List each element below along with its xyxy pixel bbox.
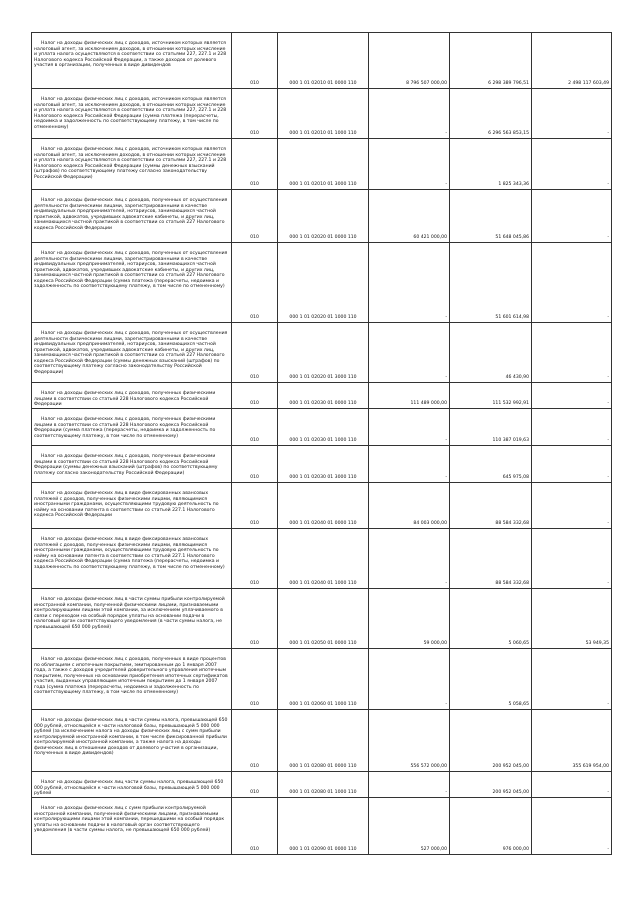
revenue-name-cell [32,446,232,483]
unexecuted-amount-cell: - [532,89,612,139]
revenue-name-cell [32,649,232,710]
table-row [32,772,612,798]
revenue-name-text: Налог на доходы физических лиц с сумм прибыли контролируемой иностранной компании, полученной физическими лицами, признаваемыми контролирующими лицами этой компании, перешедшими на особый порядок уплаты на основании подачи в налоговый орган соответствующего уведомления (в части суммы налога, не превышающей 650 000 рублей) [34,806,225,834]
revenue-classification-code-cell: 000 1 01 02010 01 0000 110 [278,33,369,89]
revenue-classification-code-cell: 000 1 01 02030 01 3000 110 [278,446,369,483]
revenue-name-cell [32,190,232,243]
unexecuted-amount-cell: - [532,798,612,855]
unexecuted-amount-cell: - [532,529,612,589]
executed-amount-cell: 51 601 614,98 [450,243,532,323]
line-code-cell: 010 [232,323,278,383]
unexecuted-amount-cell: - [532,139,612,190]
approved-budget-cell: - [369,89,450,139]
table-row [32,243,612,323]
revenue-classification-code-cell: 000 1 01 02080 01 0000 110 [278,710,369,772]
line-code-cell: 010 [232,710,278,772]
line-code-cell: 010 [232,190,278,243]
approved-budget-cell: - [369,446,450,483]
executed-amount-cell: 6 296 563 853,15 [450,89,532,139]
unexecuted-amount-cell: 53 949,35 [532,589,612,649]
revenue-name-cell [32,243,232,323]
table-row [32,798,612,855]
line-code-cell: 010 [232,383,278,409]
executed-amount-cell: 5 058,65 [450,649,532,710]
line-code-cell: 010 [232,409,278,446]
table-row [32,190,612,243]
revenue-name-cell [32,323,232,383]
approved-budget-cell: 59 000,00 [369,589,450,649]
revenue-classification-code-cell: 000 1 01 02050 01 0000 110 [278,589,369,649]
revenue-classification-code-cell: 000 1 01 02090 01 0000 110 [278,798,369,855]
revenue-name-cell [32,33,232,89]
revenue-name-cell [32,139,232,190]
approved-budget-cell: 84 003 000,00 [369,483,450,529]
table-row [32,446,612,483]
unexecuted-amount-cell: - [532,243,612,323]
approved-budget-cell: - [369,772,450,798]
approved-budget-cell: - [369,529,450,589]
unexecuted-amount-cell: - [532,772,612,798]
table-row [32,89,612,139]
table-row [32,33,612,89]
approved-budget-cell: 60 421 000,00 [369,190,450,243]
revenue-classification-code-cell: 000 1 01 02060 01 1000 110 [278,649,369,710]
table-row [32,409,612,446]
revenue-name-cell [32,798,232,855]
table-body [32,33,612,855]
revenue-classification-code-cell: 000 1 01 02080 01 1000 110 [278,772,369,798]
executed-amount-cell: 645 975,08 [450,446,532,483]
revenue-name-cell [32,589,232,649]
approved-budget-cell: - [369,139,450,190]
executed-amount-cell: 5 060,65 [450,589,532,649]
approved-budget-cell: 527 000,00 [369,798,450,855]
approved-budget-cell: - [369,409,450,446]
revenue-classification-code-cell: 000 1 01 02010 01 3000 110 [278,139,369,190]
revenue-name-cell [32,383,232,409]
line-code-cell: 010 [232,446,278,483]
revenue-execution-table [31,32,612,855]
unexecuted-amount-cell: - [532,649,612,710]
line-code-cell: 010 [232,798,278,855]
line-code-cell: 010 [232,33,278,89]
executed-amount-cell: 200 952 045,00 [450,772,532,798]
unexecuted-amount-cell: - [532,383,612,409]
revenue-name-text: Налог на доходы физических лиц с доходов, полученных в виде процентов по облигациям с ипотечным покрытием, эмитированным до 1 января 2007 года, а также с доходов учредителей доверительного управления ипотечным покрытием, полученных на основании приобретения ипотечных сертификатов участия, выданных управляющим ипотечным покрытием до 1 января 2007 года (сумма платежа (перерасчеты, недоимка и задолженность по соответствующему платежу, в том числе по отмененному) [34,657,228,696]
unexecuted-amount-cell: - [532,483,612,529]
revenue-classification-code-cell: 000 1 01 02030 01 0000 110 [278,383,369,409]
revenue-name-text: Налог на доходы физических лиц с доходов, источником которых является налоговый агент, за исключением доходов, в отношении которых исчисление и уплата налога осуществляются в соответствии со статьями 227, 227.1 и 228 Налогового кодекса Российской Федерации, а также доходов от долевого участия в организации, полученных в виде дивидендов [34,41,227,69]
line-code-cell: 010 [232,139,278,190]
line-code-cell: 010 [232,89,278,139]
executed-amount-cell: 6 298 389 796,51 [450,33,532,89]
unexecuted-amount-cell: - [532,446,612,483]
line-code-cell: 010 [232,772,278,798]
revenue-classification-code-cell: 000 1 01 02020 01 0000 110 [278,190,369,243]
revenue-name-text: Налог на доходы физических лиц части суммы налога, превышающей 650 000 рублей, относящейся к части налоговой базы, превышающей 5 000 000 рублей [34,780,224,797]
approved-budget-cell: - [369,243,450,323]
revenue-name-text: Налог на доходы физических лиц с доходов, полученных физическими лицами в соответствии со статьей 228 Налогового кодекса Российской Федерации [34,391,216,408]
unexecuted-amount-cell: 2 498 117 603,49 [532,33,612,89]
table-row [32,483,612,529]
revenue-classification-code-cell: 000 1 01 02030 01 1000 110 [278,409,369,446]
revenue-name-cell [32,483,232,529]
line-code-cell: 010 [232,529,278,589]
approved-budget-cell: - [369,323,450,383]
unexecuted-amount-cell: 355 619 954,00 [532,710,612,772]
executed-amount-cell: 976 000,00 [450,798,532,855]
revenue-name-cell [32,710,232,772]
approved-budget-cell: - [369,649,450,710]
table-row [32,710,612,772]
executed-amount-cell: 88 584 332,68 [450,483,532,529]
revenue-classification-code-cell: 000 1 01 02040 01 1000 110 [278,529,369,589]
table-row [32,529,612,589]
unexecuted-amount-cell: - [532,409,612,446]
table-row [32,323,612,383]
approved-budget-cell: 556 572 000,00 [369,710,450,772]
table-row [32,649,612,710]
revenue-classification-code-cell: 000 1 01 02010 01 1000 110 [278,89,369,139]
revenue-name-cell [32,772,232,798]
revenue-name-text: Налог на доходы физических лиц с доходов, полученных от осуществления деятельности физическими лицами, зарегистрированными в качестве индивидуальных предпринимателей, нотариусов, занимающихся частной практикой, адвокатов, учредивших адвокатские кабинеты, и других лиц, занимающихся частной практикой в соответствии со статьей 227 Налогового кодекса Российской Федерации [34,198,228,231]
revenue-name-text: Налог на доходы физических лиц с доходов, полученных от осуществления деятельности физическими лицами, зарегистрированными в качестве индивидуальных предпринимателей, нотариусов, занимающихся частной практикой, адвокатов, учредивших адвокатские кабинеты, и других лиц, занимающихся частной практикой в соответствии со статьей 227 Налогового кодекса Российской Федерации (суммы денежных взысканий (штрафов) по соответствующему платежу согласно законодательству Российской Федерации) [34,331,228,375]
executed-amount-cell: 88 584 332,68 [450,529,532,589]
revenue-name-text: Налог на доходы физических лиц с доходов, источником которых является налоговый агент, за исключением доходов, в отношении которых исчисление и уплата налога осуществляются в соответствии со статьями 227, 227.1 и 228 Налогового кодекса Российской Федерации (сумма платежа (перерасчеты, недоимка и задолженность по соответствующему платежу, в том числе по отмененному) [34,97,227,130]
revenue-name-text: Налог на доходы физических лиц в виде фиксированных авансовых платежей с доходов, полученных физическими лицами, являющимися иностранными гражданами, осуществляющими трудовую деятельность по найму на основании патента в соответствии со статьей 227.1 Налогового кодекса Российской Федерации [34,491,219,519]
revenue-name-text: Налог на доходы физических лиц в части суммы прибыли контролируемой иностранной компании, полученной физическими лицами, признаваемыми контролирующими лицами этой компании, за исключением уплачиваемого в связи с переходом на особый порядок уплаты на основании подачи в налоговый орган соответствующего уведомления (в части суммы налога, не превышающей 650 000 рублей) [34,597,225,630]
approved-budget-cell: 111 489 000,00 [369,383,450,409]
table-row [32,383,612,409]
unexecuted-amount-cell: - [532,323,612,383]
revenue-classification-code-cell: 000 1 01 02020 01 1000 110 [278,243,369,323]
executed-amount-cell: 111 532 992,91 [450,383,532,409]
table-row [32,589,612,649]
line-code-cell: 010 [232,649,278,710]
revenue-name-text: Налог на доходы физических лиц в виде фиксированных авансовых платежей с доходов, полученных физическими лицами, являющимися иностранными гражданами, осуществляющими трудовую деятельность по найму на основании патента в соответствии со статьей 227.1 Налогового кодекса Российской Федерации (сумма платежа (перерасчеты, недоимка и задолженность по соответствующему платежу, в том числе по отмененному) [34,537,225,570]
revenue-name-text: Налог на доходы физических лиц в части суммы налога, превышающей 650 000 рублей, относящейся к части налоговой базы, превышающей 5 000 000 рублей (за исключением налога на доходы физических лиц с сумм прибыли контролируемой иностранной компании, в том числе фиксированной прибыли контролируемой иностранной компании, а также налога на доходы физических лиц в отношении доходов от долевого участия в организации, полученных в виде дивидендов) [34,718,228,757]
approved-budget-cell: 8 796 507 000,00 [369,33,450,89]
revenue-name-text: Налог на доходы физических лиц с доходов, полученных от осуществления деятельности физическими лицами, зарегистрированными в качестве индивидуальных предпринимателей, нотариусов, занимающихся частной практикой, адвокатов, учредивших адвокатские кабинеты, и других лиц, занимающихся частной практикой в соответствии со статьей 227 Налогового кодекса Российской Федерации (сумма платежа (перерасчеты, недоимка и задолженность по соответствующему платежу, в том числе по отмененному) [34,251,228,290]
unexecuted-amount-cell: - [532,190,612,243]
revenue-name-text: Налог на доходы физических лиц с доходов, полученных физическими лицами в соответствии со статьей 228 Налогового кодекса Российской Федерации (сумма платежа (перерасчеты, недоимка и задолженность по соответствующему платежу, в том числе по отмененному) [34,417,216,439]
executed-amount-cell: 200 952 045,00 [450,710,532,772]
revenue-classification-code-cell: 000 1 01 02040 01 0000 110 [278,483,369,529]
executed-amount-cell: 46 430,90 [450,323,532,383]
line-code-cell: 010 [232,483,278,529]
revenue-name-cell [32,529,232,589]
revenue-name-text: Налог на доходы физических лиц с доходов, полученных физическими лицами в соответствии со статьей 228 Налогового кодекса Российской Федерации (суммы денежных взысканий (штрафов) по соответствующему платежу согласно законодательству Российской Федерации) [34,454,218,476]
executed-amount-cell: 51 648 045,86 [450,190,532,243]
executed-amount-cell: 110 387 019,63 [450,409,532,446]
line-code-cell: 010 [232,589,278,649]
revenue-name-text: Налог на доходы физических лиц с доходов, источником которых является налоговый агент, за исключением доходов, в отношении которых исчисление и уплата налога осуществляются в соответствии со статьями 227, 227.1 и 228 Налогового кодекса Российской Федерации (суммы денежных взысканий (штрафов) по соответствующему платежу согласно законодательству Российской Федерации) [34,147,227,180]
executed-amount-cell: 1 825 343,36 [450,139,532,190]
revenue-classification-code-cell: 000 1 01 02020 01 3000 110 [278,323,369,383]
revenue-name-cell [32,409,232,446]
revenue-name-cell [32,89,232,139]
table-row [32,139,612,190]
line-code-cell: 010 [232,243,278,323]
